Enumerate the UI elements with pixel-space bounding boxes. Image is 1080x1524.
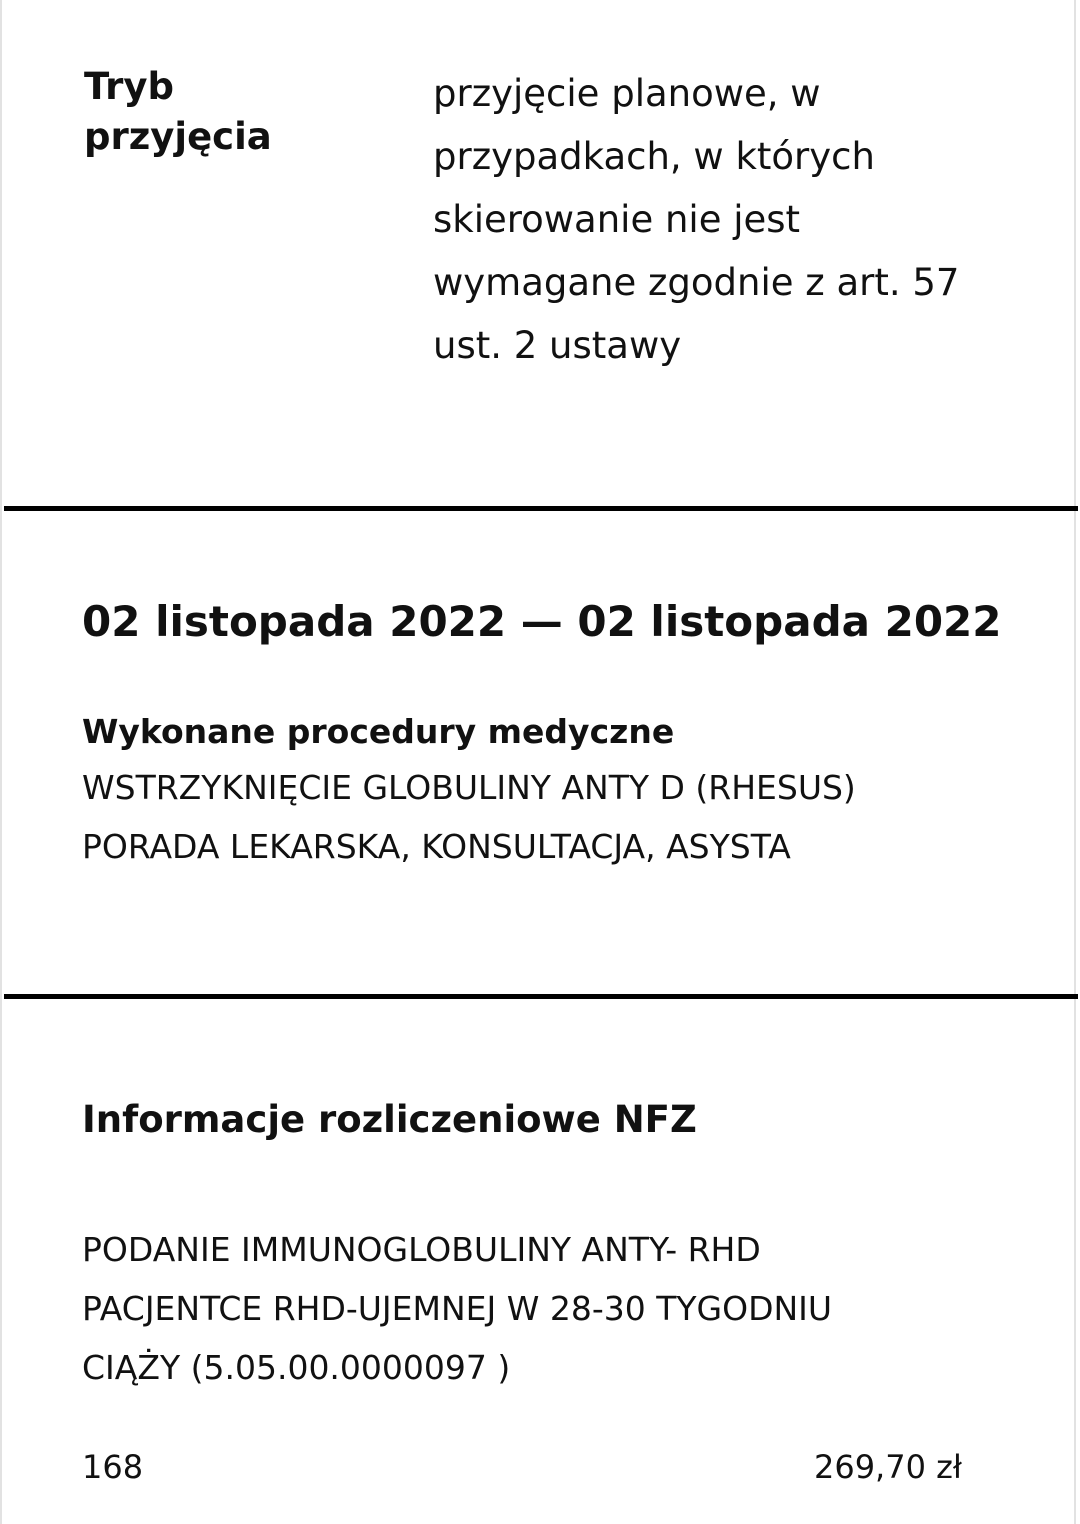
admission-mode-value-line: wymagane zgodnie z art. 57 <box>433 261 960 304</box>
procedure-item: PORADA LEKARSKA, KONSULTACJA, ASYSTA <box>82 827 791 866</box>
admission-mode-section <box>2 0 1080 508</box>
billing-description-line: CIĄŻY (5.05.00.0000097 ) <box>82 1348 511 1387</box>
admission-mode-value-line: przyjęcie planowe, w <box>433 72 821 115</box>
admission-mode-value-line: przypadkach, w których <box>433 135 875 178</box>
billing-code: 168 <box>82 1448 144 1486</box>
section-divider <box>4 506 1078 511</box>
billing-description-line: PACJENTCE RHD-UJEMNEJ W 28-30 TYGODNIU <box>82 1289 833 1328</box>
section-divider <box>4 994 1078 999</box>
procedure-item: WSTRZYKNIĘCIE GLOBULINY ANTY D (RHESUS) <box>82 768 856 807</box>
billing-description-line: PODANIE IMMUNOGLOBULINY ANTY- RHD <box>82 1230 761 1269</box>
admission-mode-label-line-1: Tryb <box>84 65 175 108</box>
admission-mode-value <box>433 62 1013 377</box>
admission-mode-label-line-2: przyjęcia <box>84 115 272 158</box>
admission-mode-value-line: skierowanie nie jest <box>433 198 801 241</box>
procedures-heading: Wykonane procedury medyczne <box>82 712 675 751</box>
admission-mode-value-line: ust. 2 ustawy <box>433 324 682 367</box>
billing-info-heading: Informacje rozliczeniowe NFZ <box>82 1098 697 1141</box>
billing-description <box>82 1220 982 1397</box>
billing-amount: 269,70 zł <box>813 1448 962 1486</box>
admission-mode-label <box>84 62 384 162</box>
treatment-period-title: 02 listopada 2022 — 02 listopada 2022 <box>82 597 1002 646</box>
procedures-list <box>82 758 856 876</box>
